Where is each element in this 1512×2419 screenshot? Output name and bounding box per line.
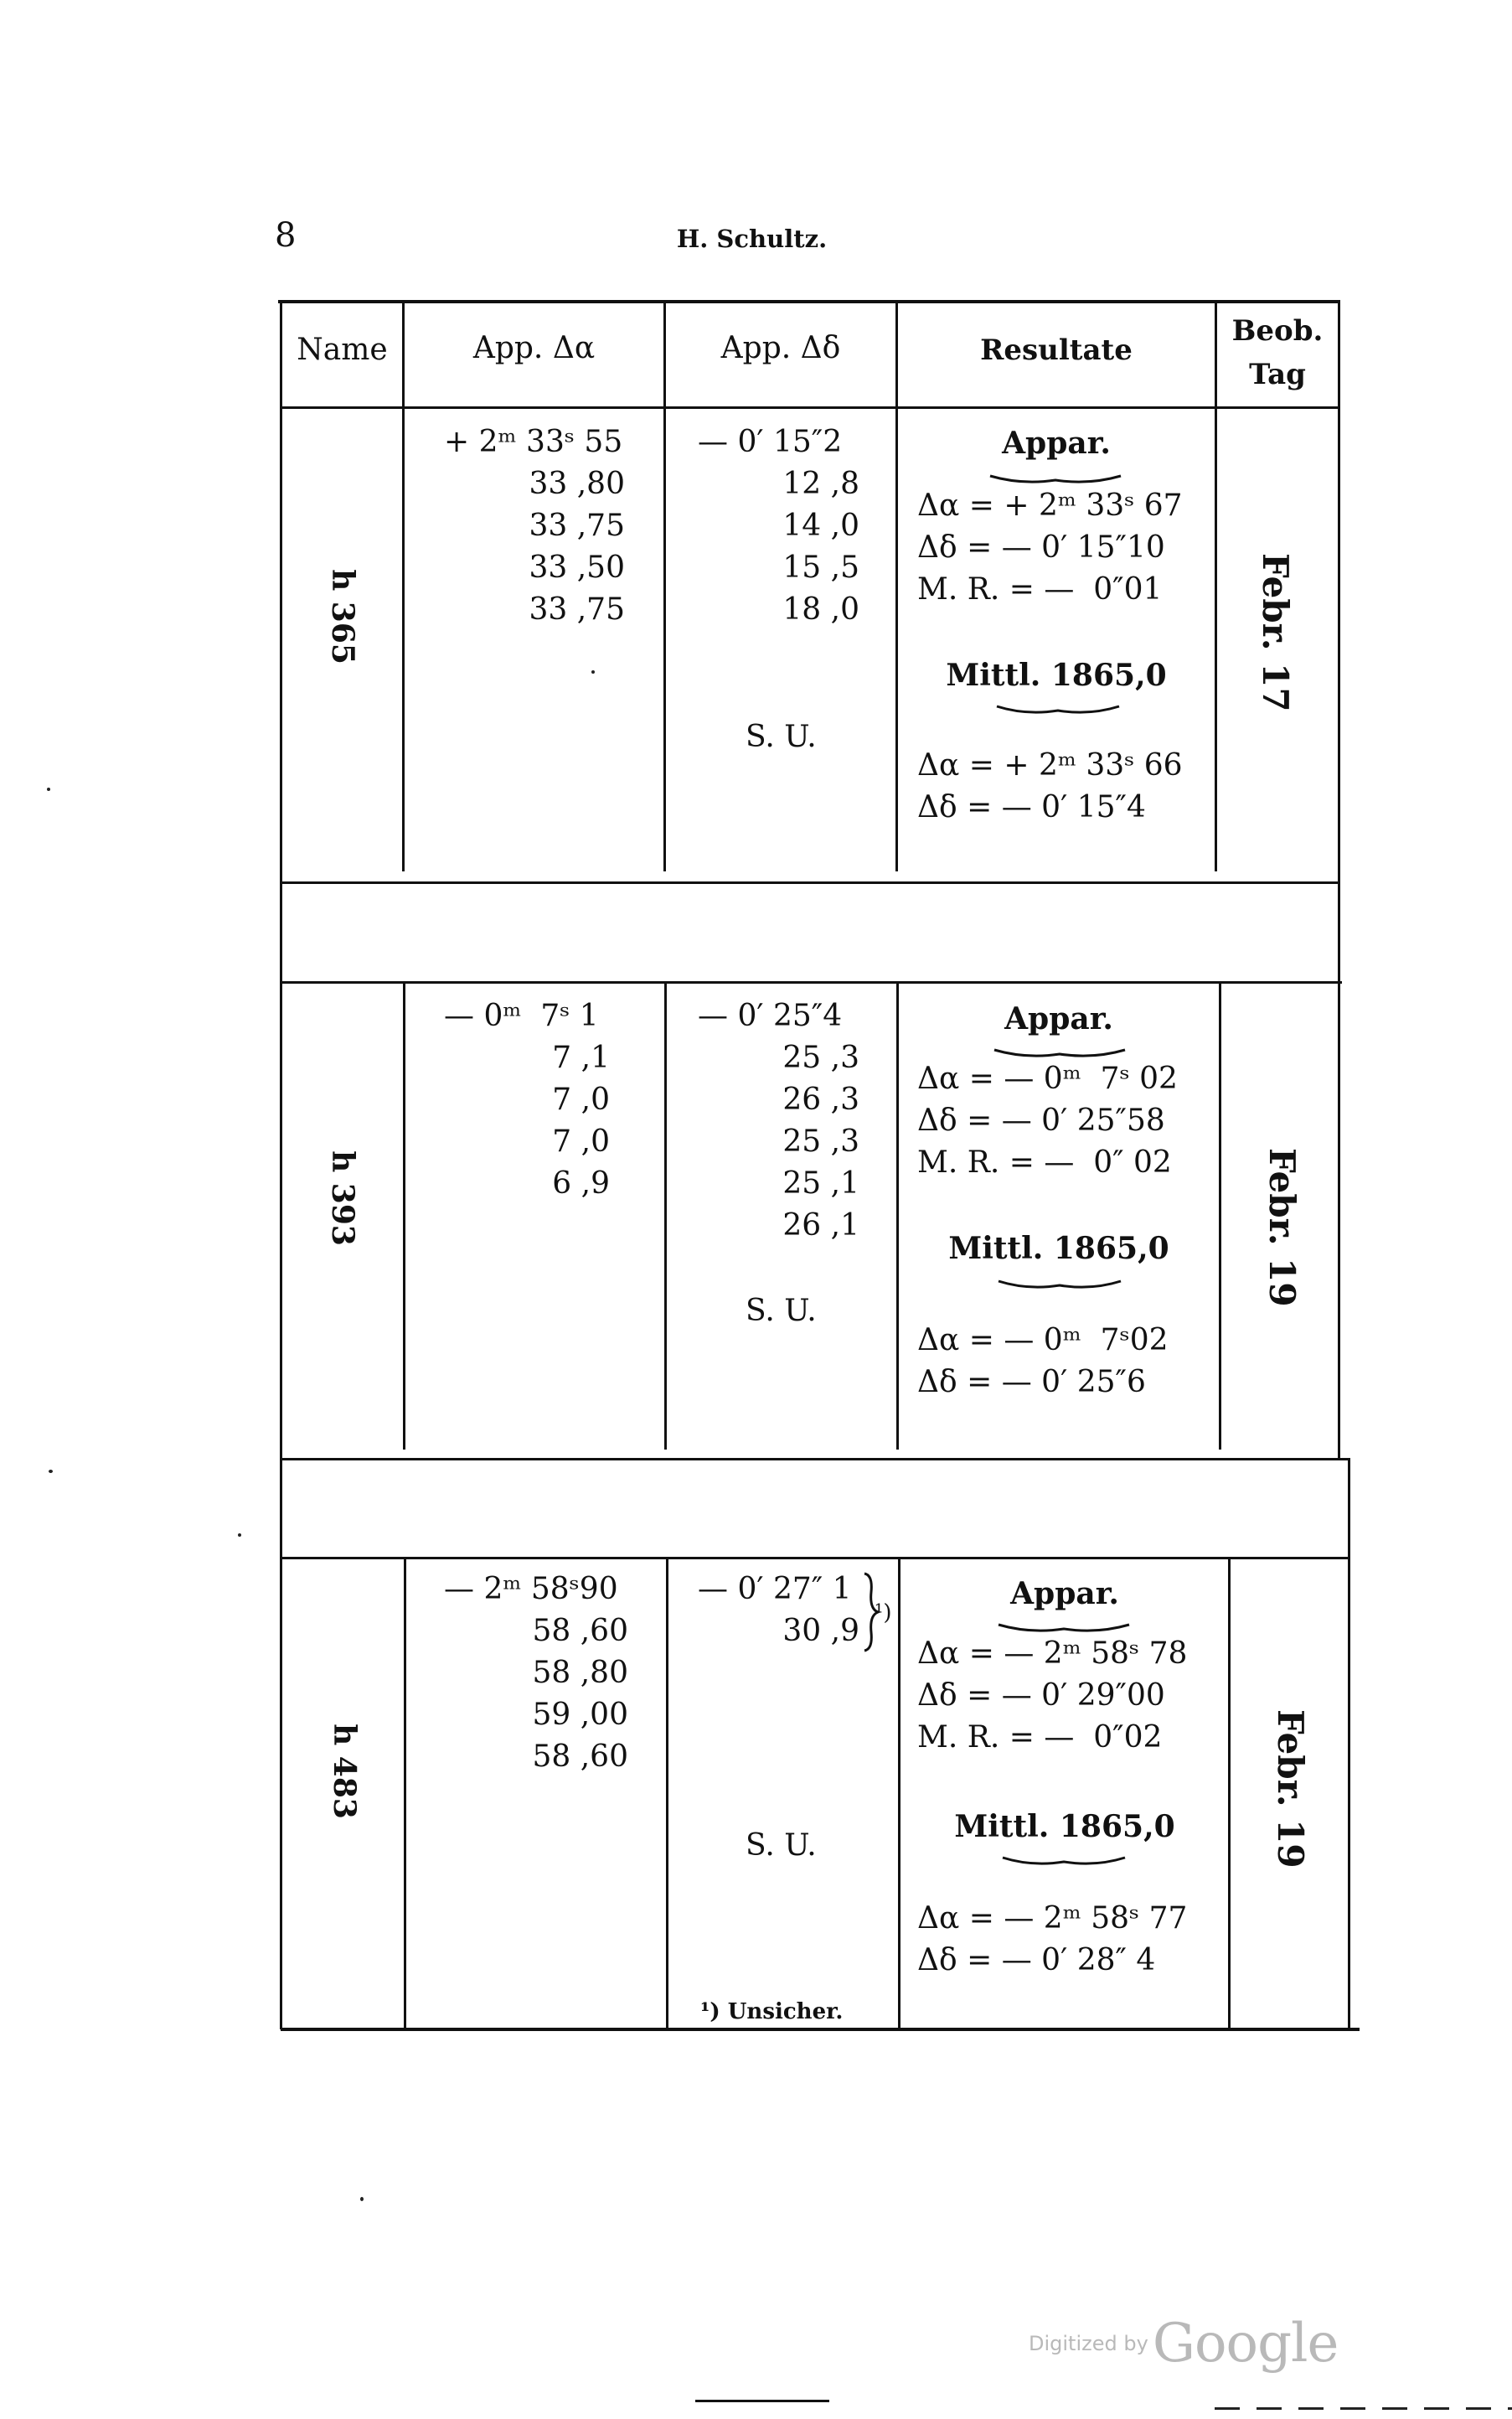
- watermark: [1029, 2313, 1338, 2375]
- header-tag: Tag: [1249, 358, 1306, 391]
- dd-value: 15 ,5: [782, 550, 859, 585]
- da-value: 58 ,60: [532, 1614, 628, 1648]
- col-rule: [896, 984, 899, 1450]
- da-value: 7 ,0: [552, 1083, 610, 1117]
- su-label: S. U.: [746, 1828, 817, 1863]
- header-name: Name: [297, 333, 388, 367]
- scan-speck: [49, 1470, 53, 1473]
- footnote: ¹) Unsicher.: [700, 1999, 844, 2024]
- band-rule-2b: [281, 1557, 1350, 1559]
- da-value: + 2ᵐ 33ˢ 55: [444, 425, 623, 459]
- da-value: 6 ,9: [552, 1166, 610, 1201]
- dd-value: 26 ,3: [782, 1083, 859, 1117]
- col-rule: [403, 984, 405, 1450]
- appar-label: Appar.: [1004, 1001, 1113, 1036]
- su-label: S. U.: [746, 1294, 817, 1328]
- mittl-dd: Δδ = — 0′ 25″6: [917, 1365, 1146, 1399]
- appar-mr: M. R. = — 0″02: [917, 1720, 1163, 1755]
- col-rule: [898, 1559, 900, 2028]
- band-rule-1b: [281, 981, 1342, 984]
- col-rule: [664, 984, 667, 1450]
- scan-speck: [238, 1533, 241, 1537]
- appar-dd: Δδ = — 0′ 15″10: [917, 530, 1165, 565]
- da-value: 33 ,80: [529, 467, 625, 501]
- star-name: h 483: [327, 1724, 362, 1819]
- col-rule: [895, 409, 898, 871]
- appar-dd: Δδ = — 0′ 25″58: [917, 1104, 1165, 1138]
- left-border: [280, 302, 282, 2029]
- mittl-label: Mittl. 1865,0: [946, 658, 1167, 693]
- header-app-dd: App. Δδ: [720, 331, 841, 365]
- running-head: H. Schultz.: [676, 225, 828, 253]
- footnote-marker: ¹): [875, 1600, 892, 1626]
- col-rule: [404, 1559, 406, 2028]
- brace-mark: [1001, 1855, 1127, 1869]
- scan-speck: [591, 670, 595, 674]
- appar-label: Appar.: [1002, 426, 1111, 461]
- google-logo: Google: [1152, 2313, 1339, 2375]
- col-rule: [402, 409, 405, 871]
- dd-value: — 0′ 15″2: [698, 425, 843, 459]
- observation-date: Febr. 17: [1255, 553, 1296, 712]
- dd-value: 25 ,1: [782, 1166, 859, 1201]
- appar-dd: Δδ = — 0′ 29″00: [917, 1678, 1165, 1713]
- appar-da: Δα = — 2ᵐ 58ˢ 78: [917, 1636, 1188, 1671]
- dd-value: 25 ,3: [782, 1124, 859, 1159]
- mittl-da: Δα = — 0ᵐ 7ˢ02: [917, 1323, 1169, 1357]
- band-rule-2a: [281, 1458, 1350, 1460]
- brace-mark: [997, 1279, 1122, 1292]
- appar-da: Δα = + 2ᵐ 33ˢ 67: [917, 488, 1183, 523]
- table-top-rule: [278, 300, 1340, 303]
- da-value: 33 ,75: [529, 509, 625, 543]
- dd-value: 18 ,0: [782, 592, 859, 627]
- page-number: 8: [275, 216, 297, 255]
- observation-date: Febr. 19: [1262, 1148, 1303, 1307]
- col-rule: [1228, 1559, 1231, 2028]
- dd-value: — 0′ 25″4: [698, 999, 843, 1033]
- mittl-dd: Δδ = — 0′ 15″4: [917, 790, 1146, 824]
- mittl-label: Mittl. 1865,0: [948, 1231, 1169, 1266]
- da-value: 33 ,50: [529, 550, 625, 585]
- header-app-da: App. Δα: [472, 331, 596, 365]
- mittl-da: Δα = — 2ᵐ 58ˢ 77: [917, 1901, 1188, 1936]
- da-value: 58 ,60: [532, 1739, 628, 1774]
- scan-edge-mark: [1215, 2407, 1512, 2410]
- da-value: 59 ,00: [532, 1698, 628, 1732]
- dd-value: 30 ,9: [782, 1614, 859, 1648]
- brace-mark: [995, 704, 1121, 717]
- scan-speck: [360, 2197, 364, 2201]
- col-rule: [1219, 984, 1221, 1450]
- observation-date: Febr. 19: [1270, 1709, 1311, 1869]
- dd-value: 26 ,1: [782, 1208, 859, 1243]
- dd-value: 12 ,8: [782, 467, 859, 501]
- appar-mr: M. R. = — 0″01: [917, 572, 1163, 607]
- da-value: — 2ᵐ 58ˢ90: [444, 1572, 618, 1606]
- right-border: [1338, 302, 1340, 1460]
- da-value: 33 ,75: [529, 592, 625, 627]
- dd-value: — 0′ 27″ 1: [698, 1572, 852, 1606]
- col-rule: [666, 1559, 668, 2028]
- header-resultate: Resultate: [980, 333, 1133, 367]
- dd-value: 14 ,0: [782, 509, 859, 543]
- da-value: 7 ,0: [552, 1124, 610, 1159]
- mittl-da: Δα = + 2ᵐ 33ˢ 66: [917, 748, 1183, 783]
- band-rule-1a: [281, 881, 1340, 884]
- mittl-label: Mittl. 1865,0: [954, 1809, 1175, 1844]
- mittl-dd: Δδ = — 0′ 28″ 4: [917, 1943, 1156, 1977]
- header-beob: Beob.: [1231, 314, 1324, 348]
- scan-speck: [47, 788, 50, 791]
- da-value: 58 ,80: [532, 1656, 628, 1690]
- appar-da: Δα = — 0ᵐ 7ˢ 02: [917, 1062, 1178, 1096]
- watermark-prefix: Digitized by: [1029, 2332, 1148, 2355]
- header-rule: [281, 406, 1340, 409]
- appar-mr: M. R. = — 0″ 02: [917, 1145, 1172, 1180]
- appar-label: Appar.: [1010, 1576, 1119, 1611]
- star-name: h 393: [325, 1150, 360, 1246]
- su-label: S. U.: [746, 720, 817, 754]
- footer-rule: [695, 2400, 829, 2402]
- col-rule: [663, 409, 666, 871]
- table-bottom-rule: [281, 2028, 1360, 2031]
- right-border-lower: [1348, 1460, 1350, 2029]
- col-rule: [1215, 409, 1217, 871]
- da-value: — 0ᵐ 7ˢ 1: [444, 999, 599, 1033]
- dd-value: 25 ,3: [782, 1041, 859, 1075]
- star-name: h 365: [325, 569, 360, 664]
- da-value: 7 ,1: [552, 1041, 610, 1075]
